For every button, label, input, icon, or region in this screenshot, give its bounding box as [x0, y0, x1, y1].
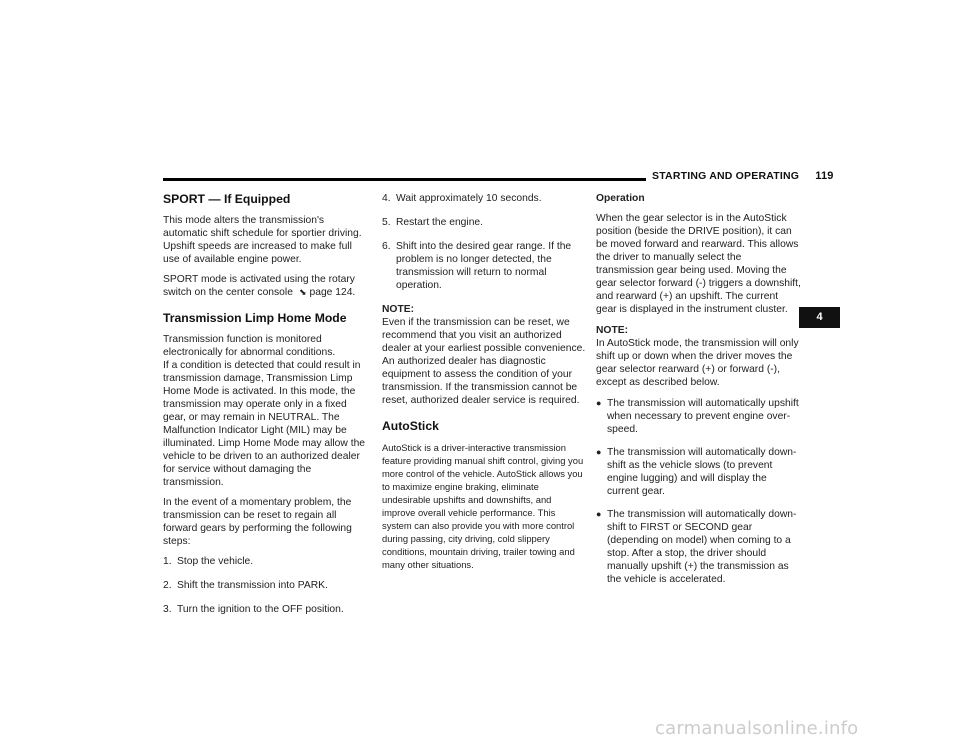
step-number: 2. — [163, 580, 172, 591]
step-text: Shift the transmission into PARK. — [177, 580, 328, 591]
bullet-text: The transmission will automatically down-shift to FIRST or SECOND gear (depending on model) when coming to a stop. After a stop, the driver should manually upshift (+) the transmission as the vehicle is accelerated. — [607, 509, 797, 585]
step-number: 6. — [382, 241, 391, 252]
step-number: 1. — [163, 556, 172, 567]
note-label: NOTE: — [596, 325, 629, 336]
operation-heading: Operation — [596, 193, 645, 204]
page-reference-arrow-icon: ⬊ — [298, 287, 307, 297]
bullet-text: The transmission will automatically upshift when necessary to prevent engine over-speed. — [607, 398, 799, 435]
list-item — [596, 446, 801, 498]
note-label: NOTE: — [382, 304, 415, 315]
list-item — [163, 579, 368, 592]
list-item — [382, 216, 587, 229]
limp-home-paragraph-1b: If a condition is detected that could result in transmission damage, Transmission Limp Home Mode is activated. In this mode, the transmission may operate only in a fixed gear, or may remain in NEUTRAL. The Malfunction Indicator Light (MIL) may be illuminated. Limp Home Mode may allow the vehicle to be driven to an authorized dealer for service without damaging the transmission. — [163, 360, 366, 488]
list-item — [163, 555, 368, 568]
sport-paragraph: This mode alters the transmission's automatic shift schedule for sportier driving. Upshift speeds are increased to make full use of available engine power. — [163, 215, 362, 265]
chapter-tab[interactable]: 4 — [799, 307, 840, 328]
watermark: carmanualsonline.info — [655, 718, 859, 739]
sport-heading: SPORT — If Equipped — [163, 192, 291, 206]
section-title: STARTING AND OPERATING — [652, 170, 800, 182]
step-text: Wait approximately 10 seconds. — [396, 193, 542, 204]
sport-reference-link[interactable]: page 124. — [309, 287, 356, 298]
limp-home-paragraph-2: In the event of a momentary problem, the transmission can be reset to regain all forward gears by performing the following steps: — [163, 497, 352, 547]
list-item — [596, 508, 801, 586]
step-text: Restart the engine. — [396, 217, 484, 228]
step-text: Turn the ignition to the OFF position. — [177, 604, 344, 615]
step-number: 3. — [163, 604, 172, 615]
note-text: Even if the transmission can be reset, we recommend that you visit an authorized dealer at your earliest possible convenience. An authorized dealer has diagnostic equipment to assess the condition of your transmission. If the transmission cannot be reset, authorized dealer service is required. — [382, 317, 586, 406]
column-middle — [382, 192, 587, 578]
reset-steps-list-1 — [163, 555, 368, 616]
step-number: 5. — [382, 217, 391, 228]
step-text: Shift into the desired gear range. If the problem is no longer detected, the transmission will return to normal operation. — [396, 241, 572, 291]
running-header — [652, 170, 834, 182]
autostick-heading: AutoStick — [382, 419, 439, 433]
bullet-icon: ● — [596, 398, 602, 408]
limp-home-paragraph-1a: Transmission function is monitored electronically for abnormal conditions. — [163, 334, 336, 358]
bullet-icon: ● — [596, 447, 602, 457]
autostick-bullets — [596, 397, 801, 586]
note-text: In AutoStick mode, the transmission will only shift up or down when the driver moves the gear selector rearward (+) or forward (-), except as described below. — [596, 338, 799, 388]
list-item — [382, 240, 587, 292]
limp-home-heading: Transmission Limp Home Mode — [163, 311, 347, 325]
step-number: 4. — [382, 193, 391, 204]
page-number: 119 — [815, 170, 834, 182]
column-left — [163, 192, 368, 627]
reset-steps-list-2 — [382, 192, 587, 292]
bullet-text: The transmission will automatically down-shift as the vehicle slows (to prevent engine lugging) and will display the current gear. — [607, 447, 797, 497]
header-rule — [163, 178, 646, 181]
list-item — [382, 192, 587, 205]
autostick-paragraph: AutoStick is a driver-interactive transmission feature providing manual shift control, giving you more control of the vehicle. AutoStick allows you to maximize engine braking, eliminate undesirable upshifts and downshifts, and improve overall vehicle performance. This system can also provide you with more control during passing, city driving, cold slippery conditions, mountain driving, trailer towing and many other situations. — [382, 442, 584, 570]
bullet-icon: ● — [596, 509, 602, 519]
list-item — [163, 603, 368, 616]
sport-reference-paragraph — [163, 273, 368, 299]
list-item — [596, 397, 801, 436]
operation-paragraph: When the gear selector is in the AutoStick position (beside the DRIVE position), it can be moved forward and rearward. This allows the driver to manually select the transmission gear being used. Moving the gear selector forward (-) triggers a downshift, and rearward (+) an upshift. The current gear is displayed in the instrument cluster. — [596, 213, 801, 315]
sport-reference-text: SPORT mode is activated using the rotary switch on the center console — [163, 274, 355, 298]
column-right — [596, 192, 801, 596]
step-text: Stop the vehicle. — [177, 556, 254, 567]
